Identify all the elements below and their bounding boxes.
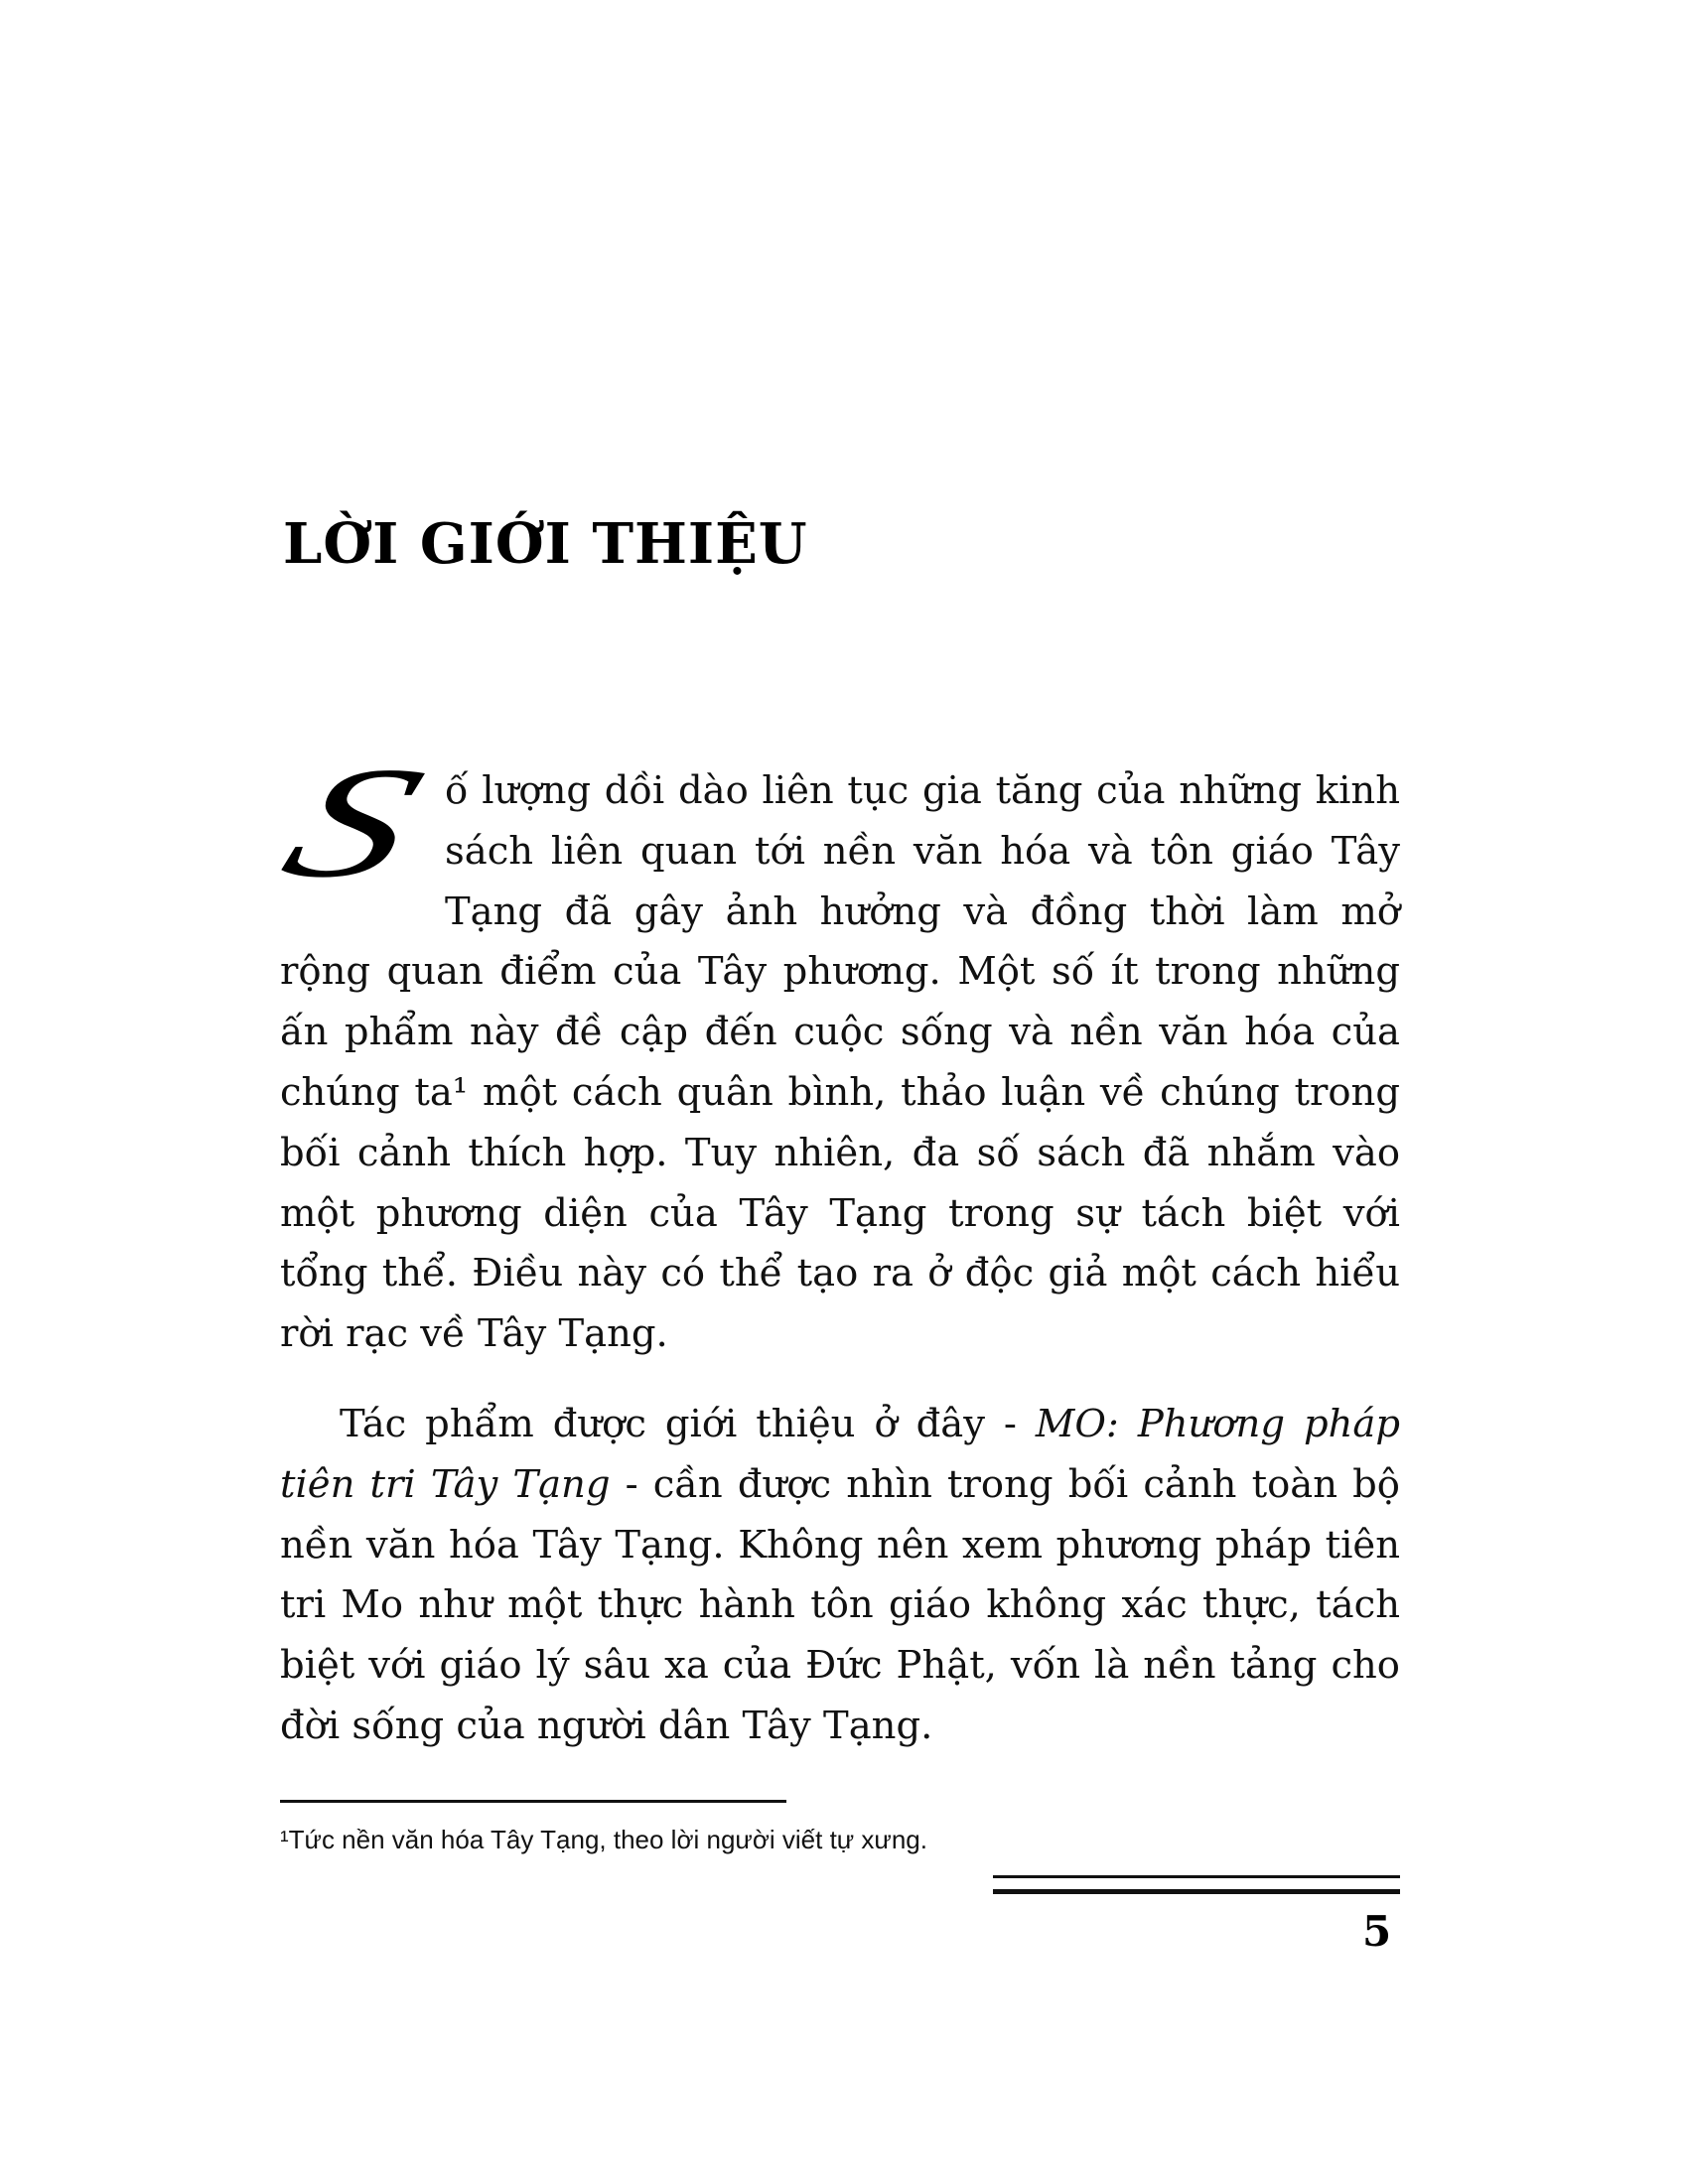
book-title-italic: MO: Phương pháp tiên tri Tây Tạng	[280, 1402, 1400, 1507]
footnote: ¹Tức nền văn hóa Tây Tạng, theo lời người viết tự xưng.	[280, 1825, 927, 1854]
paragraph-2-lead: Tác phẩm được giới thiệu ở đây -	[340, 1402, 1036, 1446]
chapter-title: LỜI GIỚI THIỆU	[283, 511, 808, 577]
page-number: 5	[1362, 1907, 1392, 1956]
intro-paragraph-2	[280, 1395, 1400, 1757]
paragraph-2-rest: - cần được nhìn trong bối cảnh toàn bộ nền văn hóa Tây Tạng. Không nên xem phương pháp tiên tri Mo như một thực hành tôn giáo không xác thực, tách biệt với giáo lý sâu xa của Đức Phật, vốn là nền tảng cho đời sống của người dân Tây Tạng.	[280, 1461, 1400, 1748]
decorative-dropcap: S	[263, 734, 444, 910]
footnote-rule	[280, 1800, 786, 1803]
footer-rule-thick	[993, 1889, 1400, 1894]
intro-paragraph-1	[263, 734, 1400, 1365]
footer-rule-thin	[993, 1875, 1400, 1878]
paragraph-1-text: ố lượng dồi dào liên tục gia tăng của những kinh sách liên quan tới nền văn hóa và tôn giáo Tây Tạng đã gây ảnh hưởng và đồng thời làm mở rộng quan điểm của Tây phương. Một số ít trong những ấn phẩm này đề cập đến cuộc sống và nền văn hóa của chúng ta¹ một cách quân bình, thảo luận về chúng trong bối cảnh thích hợp. Tuy nhiên, đa số sách đã nhắm vào một phương diện của Tây Tạng trong sự tách biệt với tổng thể. Điều này có thể tạo ra ở độc giả một cách hiểu rời rạc về Tây Tạng.	[280, 768, 1400, 1357]
